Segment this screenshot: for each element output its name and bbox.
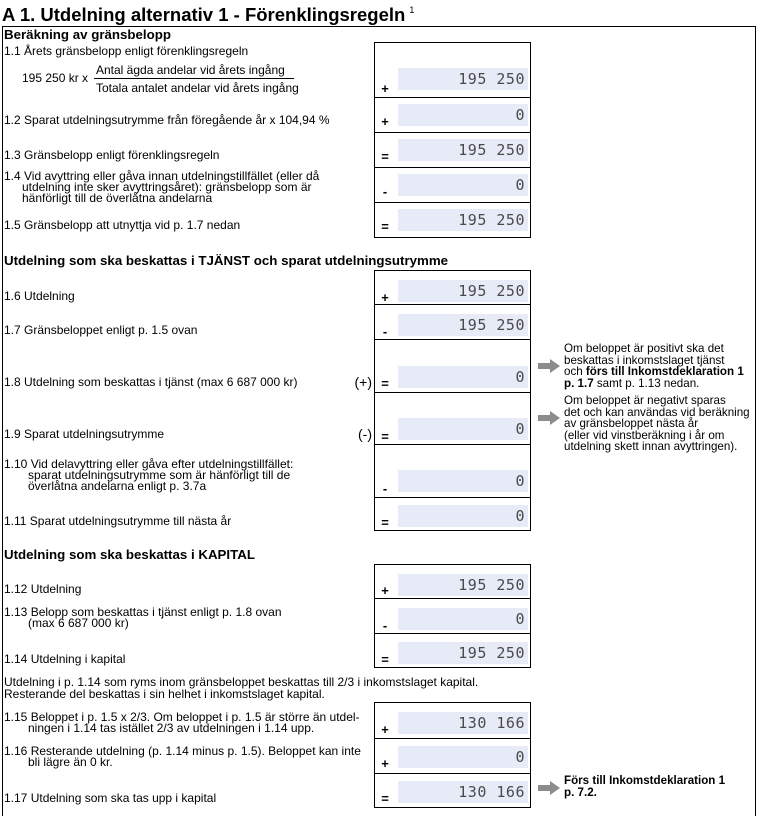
- row-1-16-line2: bli lägre än 0 kr.: [28, 755, 113, 769]
- field-1-1[interactable]: 195 250: [398, 68, 528, 90]
- page-title: A 1. Utdelning alternativ 1 - Förenklingsregeln $^1$: [2, 4, 415, 25]
- note-positive: [564, 343, 744, 389]
- row-1-16-line1: 1.16 Resterande utdelning (p. 1.14 minus p. 1.5). Beloppet kan inte: [4, 744, 361, 758]
- field-1-17[interactable]: 130 166: [398, 781, 528, 803]
- section-kapital: Utdelning som ska beskattas i KAPITAL: [4, 547, 255, 562]
- row-1-15-line2: ningen i 1.14 tas istället 2/3 av utdelningen i 1.14 upp.: [28, 721, 315, 735]
- op-1-11: =: [381, 515, 389, 530]
- arrow-right-icon: [538, 411, 560, 425]
- row-1-12-label: 1.12 Utdelning: [4, 582, 82, 596]
- sign-1-9: (-): [358, 426, 372, 442]
- note-negative-line2: det och kan användas vid beräkning: [564, 405, 750, 419]
- section-tjanst: Utdelning som ska beskattas i TJÄNST och sparat utdelningsutrymme: [4, 253, 449, 268]
- field-1-4[interactable]: 0: [398, 174, 528, 196]
- field-1-2[interactable]: 0: [398, 104, 528, 126]
- row-1-5-label: 1.5 Gränsbelopp att utnyttja vid p. 1.7 nedan: [4, 218, 241, 232]
- field-1-12[interactable]: 195 250: [398, 574, 528, 596]
- note-negative-line3: av gränsbeloppet nästa år: [564, 417, 699, 430]
- op-1-5: =: [381, 219, 389, 234]
- row-1-4-line2: utdelning inte sker avyttringsåret): gränsbelopp som är: [22, 180, 312, 194]
- row-1-10-line3: överlåtna andelarna enligt p. 3.7a: [28, 479, 207, 493]
- note-kapital-line2: p. 7.2.: [564, 785, 597, 799]
- field-1-15[interactable]: 130 166: [398, 712, 528, 734]
- row-1-10-line1: 1.10 Vid delavyttring eller gåva efter utdelningstillfället:: [4, 457, 294, 471]
- row-1-14-label: 1.14 Utdelning i kapital: [4, 652, 126, 666]
- row-1-13-line1: 1.13 Belopp som beskattas i tjänst enligt p. 1.8 ovan: [4, 605, 282, 619]
- op-1-16: +: [381, 756, 389, 771]
- note-positive-line3a: och: [564, 365, 586, 378]
- note-positive-line4: [564, 378, 744, 390]
- sign-1-8: (+): [354, 374, 372, 390]
- field-1-3[interactable]: 195 250: [398, 139, 528, 161]
- field-1-14[interactable]: 195 250: [398, 642, 528, 664]
- field-1-8[interactable]: 0: [398, 366, 528, 388]
- op-1-8: =: [381, 376, 389, 391]
- op-1-12: +: [381, 583, 389, 598]
- note-positive-line2: beskattas i inkomstslaget tjänst: [564, 353, 725, 367]
- op-1-14: =: [381, 652, 389, 667]
- row-1-2-label: 1.2 Sparat utdelningsutrymme från föregående år x 104,94 %: [4, 113, 330, 127]
- formula-numerator: Antal ägda andelar vid årets ingång: [96, 63, 285, 77]
- field-1-6[interactable]: 195 250: [398, 280, 528, 302]
- row-1-3-label: 1.3 Gränsbelopp enligt förenklingsregeln: [4, 148, 220, 162]
- row-1-8-label: 1.8 Utdelning som beskattas i tjänst (max 6 687 000 kr): [4, 375, 298, 389]
- arrow-right-icon: [538, 359, 560, 373]
- note-positive-line4b: samt p. 1.13 nedan.: [593, 376, 700, 390]
- note-kapital-line1: Förs till Inkomstdeklaration 1: [564, 774, 726, 787]
- field-1-7[interactable]: 195 250: [398, 314, 528, 336]
- op-1-10: -: [382, 481, 388, 496]
- note-kapital: [564, 775, 725, 798]
- fraction-line: [94, 78, 294, 79]
- op-1-15: +: [381, 722, 389, 737]
- kapital-info-line2: Resterande del beskattas i sin helhet i inkomstslaget kapital.: [4, 687, 325, 701]
- op-1-13: -: [382, 618, 388, 633]
- op-1-9: =: [381, 429, 389, 444]
- title-footnote: 1: [409, 5, 415, 15]
- arrow-right-icon: [538, 781, 560, 795]
- section-gransbelopp: Beräkning av gränsbelopp: [4, 27, 171, 42]
- row-1-4-line3: hänförligt till de överlåtna andelarna: [22, 191, 213, 205]
- note-positive-line4a: p. 1.7: [564, 376, 594, 390]
- row-1-7-label: 1.7 Gränsbeloppet enligt p. 1.5 ovan: [4, 323, 198, 337]
- op-1-2: +: [381, 114, 389, 129]
- kapital-info-line1: Utdelning i p. 1.14 som ryms inom gränsbeloppet beskattas till 2/3 i inkomstslaget kapital.: [4, 675, 479, 689]
- row-1-10-line2: sparat utdelningsutrymme som är hänförligt till de: [28, 468, 291, 482]
- op-1-4: -: [382, 184, 388, 199]
- field-1-9[interactable]: 0: [398, 418, 528, 440]
- row-1-17-label: 1.17 Utdelning som ska tas upp i kapital: [4, 791, 217, 805]
- row-1-9-label: 1.9 Sparat utdelningsutrymme: [4, 427, 165, 441]
- op-1-17: =: [381, 791, 389, 806]
- field-1-5[interactable]: 195 250: [398, 209, 528, 231]
- formula-denominator: Totala antalet andelar vid årets ingång: [96, 81, 299, 95]
- op-1-6: +: [381, 290, 389, 305]
- note-positive-line1: Om beloppet är positivt ska det: [564, 342, 724, 355]
- row-1-4-line1: 1.4 Vid avyttring eller gåva innan utdelningstillfället (eller då: [4, 169, 320, 183]
- field-1-13[interactable]: 0: [398, 608, 528, 630]
- note-negative: [564, 395, 750, 453]
- note-positive-line3b: förs till Inkomstdeklaration 1: [585, 365, 744, 378]
- field-1-11[interactable]: 0: [398, 505, 528, 527]
- row-1-11-label: 1.11 Sparat utdelningsutrymme till nästa år: [4, 514, 232, 528]
- note-negative-line4: (eller vid vinstberäkning i år om: [564, 428, 725, 442]
- row-1-15-line1: 1.15 Beloppet i p. 1.5 x 2/3. Om beloppet i p. 1.5 är större än utdel-: [4, 710, 360, 724]
- op-1-1: +: [381, 81, 389, 96]
- op-1-3: =: [381, 149, 389, 164]
- op-1-7: -: [382, 324, 388, 339]
- field-1-16[interactable]: 0: [398, 746, 528, 768]
- row-1-13-line2: (max 6 687 000 kr): [28, 616, 129, 630]
- row-1-6-label: 1.6 Utdelning: [4, 289, 75, 303]
- field-1-10[interactable]: 0: [398, 470, 528, 492]
- row-1-1-label: 1.1 Årets gränsbelopp enligt förenklingsregeln: [4, 44, 249, 58]
- formula-prefix: 195 250 kr x: [22, 71, 89, 85]
- note-negative-line1: Om beloppet är negativt sparas: [564, 394, 726, 407]
- note-negative-line5: utdelning skett innan avyttringen).: [564, 440, 738, 453]
